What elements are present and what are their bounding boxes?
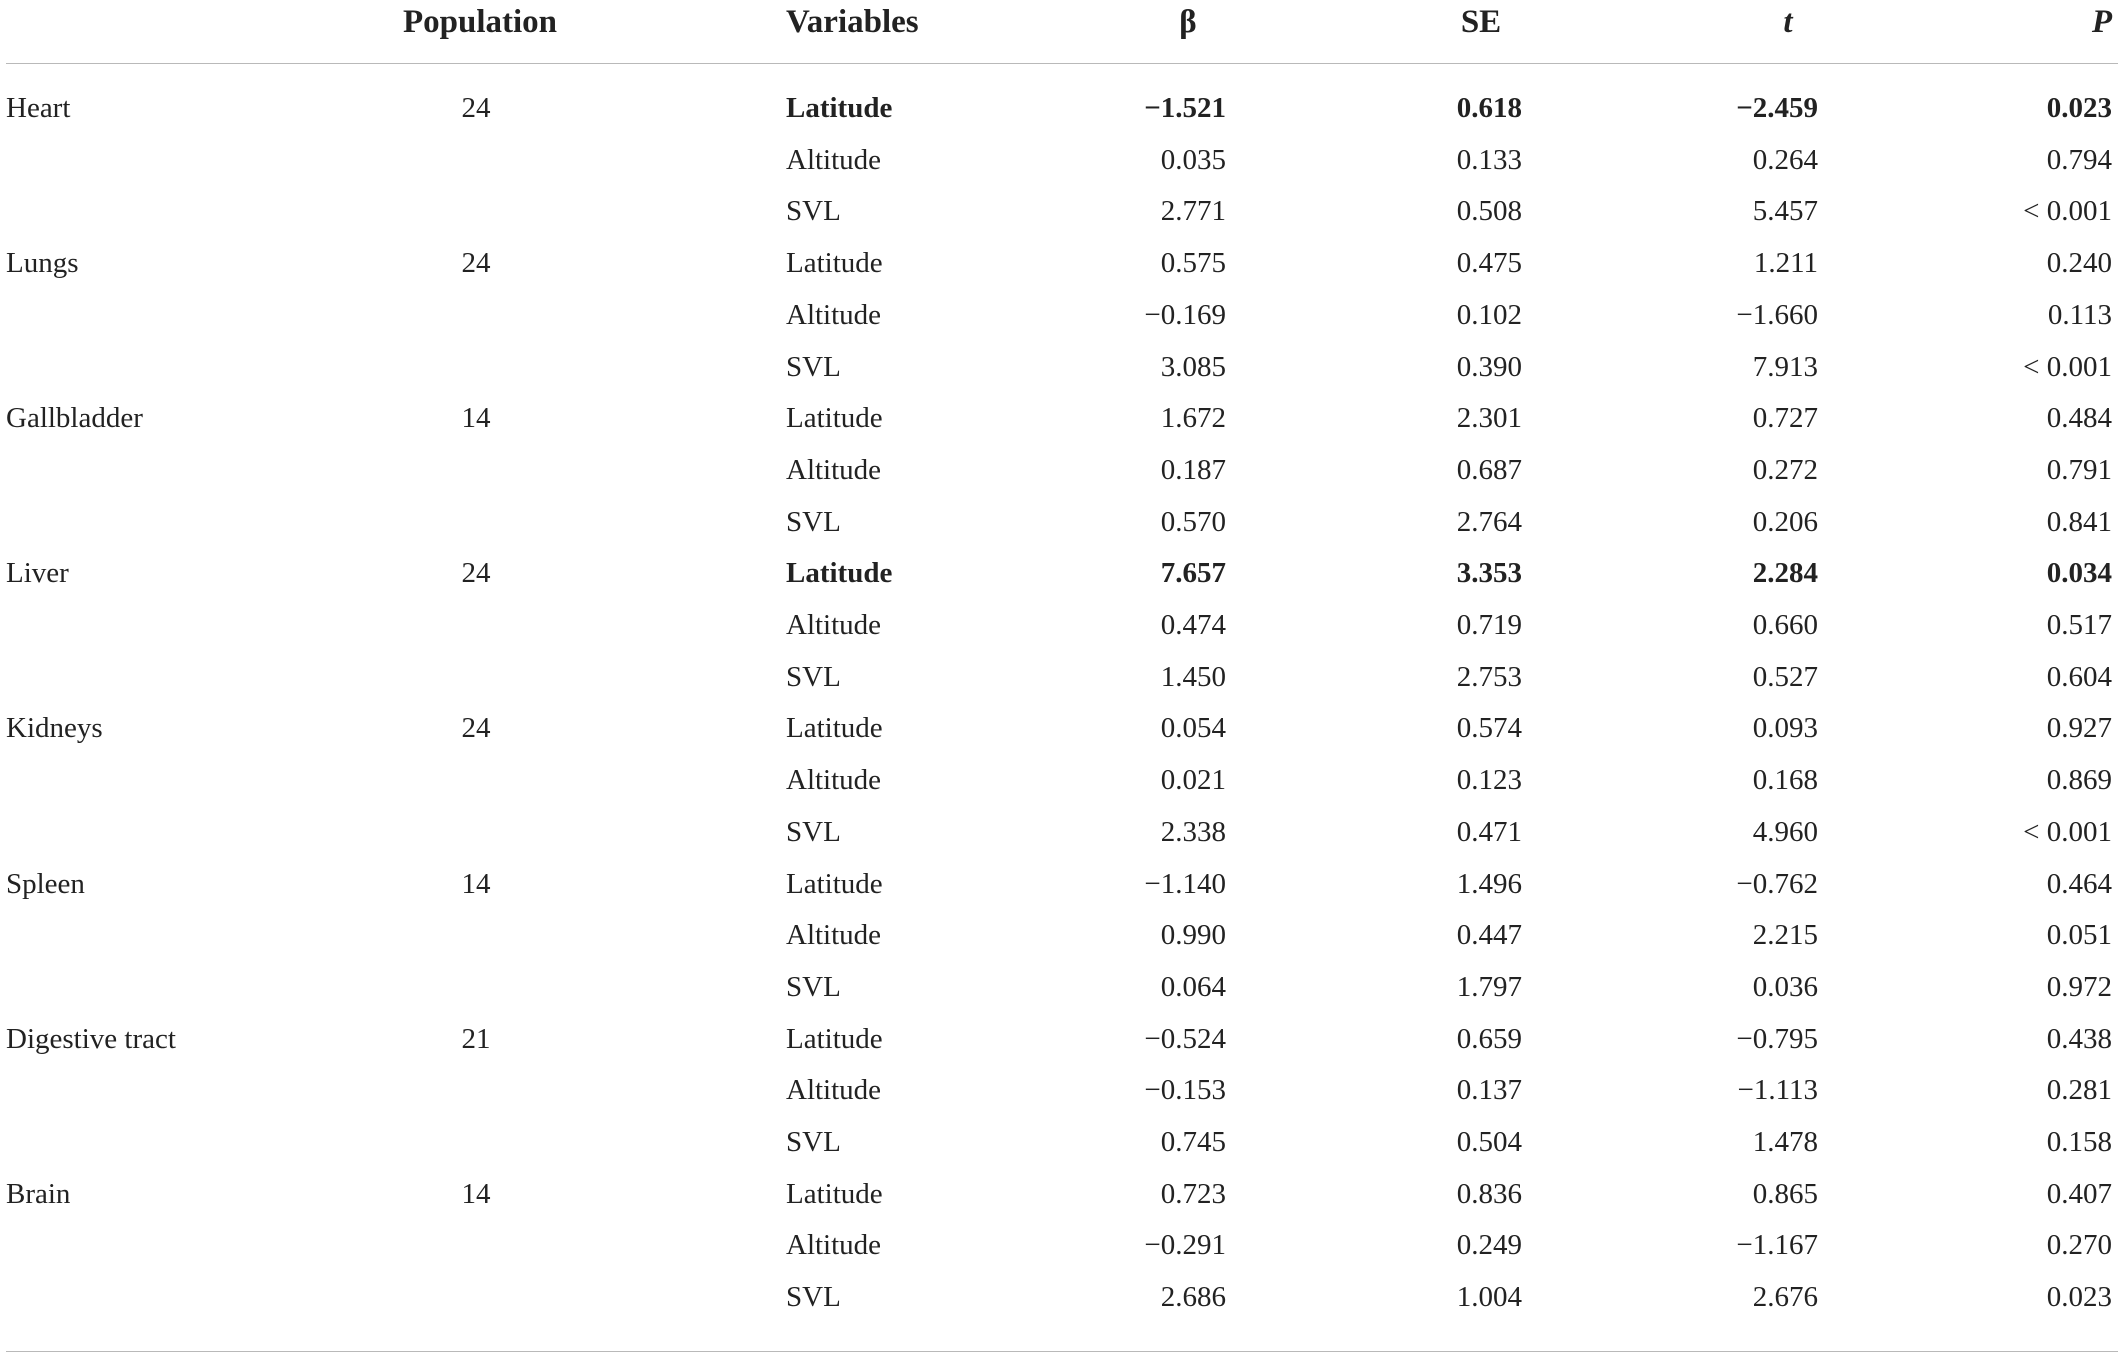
t-cell: 1.478: [1752, 1126, 1818, 1158]
p-cell: 0.023: [2046, 1281, 2112, 1313]
population-cell: 14: [461, 402, 491, 434]
se-cell: 1.797: [1456, 971, 1522, 1003]
organ-cell: Heart: [6, 92, 71, 124]
p-cell: 0.407: [2046, 1178, 2112, 1210]
t-cell: −2.459: [1736, 92, 1818, 124]
table-header: [0, 0, 2118, 44]
t-cell: 0.660: [1752, 609, 1818, 641]
t-cell: 7.913: [1752, 351, 1818, 383]
population-cell: 24: [461, 92, 491, 124]
beta-cell: 2.771: [1160, 195, 1226, 227]
variable-cell: Altitude: [786, 454, 882, 486]
header-beta: β: [1179, 4, 1197, 40]
header-p: P: [2091, 4, 2112, 40]
t-cell: 0.264: [1752, 144, 1818, 176]
table-row: [0, 347, 2118, 387]
variable-cell: Latitude: [786, 712, 883, 744]
p-cell: 0.464: [2046, 868, 2112, 900]
table-row: [0, 88, 2118, 128]
t-cell: −0.762: [1736, 868, 1818, 900]
table-row: [0, 967, 2118, 1007]
se-cell: 0.504: [1456, 1126, 1522, 1158]
se-cell: 0.447: [1456, 919, 1522, 951]
se-cell: 0.475: [1456, 247, 1522, 279]
table-row: [0, 1225, 2118, 1265]
beta-cell: −1.521: [1144, 92, 1226, 124]
p-cell: 0.023: [2046, 92, 2112, 124]
table-row: [0, 502, 2118, 542]
t-cell: 0.272: [1752, 454, 1818, 486]
se-cell: 0.249: [1456, 1229, 1522, 1261]
beta-cell: 0.723: [1160, 1178, 1226, 1210]
organ-cell: Brain: [6, 1178, 71, 1210]
se-cell: 0.123: [1456, 764, 1522, 796]
table-row: [0, 1070, 2118, 1110]
se-cell: 1.496: [1456, 868, 1522, 900]
variable-cell: Altitude: [786, 609, 882, 641]
t-cell: 0.036: [1752, 971, 1818, 1003]
variable-cell: Latitude: [786, 92, 893, 124]
se-cell: 0.836: [1456, 1178, 1522, 1210]
table-row: [0, 760, 2118, 800]
beta-cell: 0.054: [1160, 712, 1226, 744]
beta-cell: −0.169: [1144, 299, 1226, 331]
variable-cell: Latitude: [786, 557, 893, 589]
t-cell: 1.211: [1753, 247, 1818, 279]
t-cell: 2.215: [1752, 919, 1818, 951]
beta-cell: 0.035: [1160, 144, 1226, 176]
beta-cell: 0.474: [1160, 609, 1226, 641]
beta-cell: 0.745: [1160, 1126, 1226, 1158]
p-cell: < 0.001: [2023, 816, 2112, 848]
p-cell: 0.484: [2046, 402, 2112, 434]
variable-cell: Latitude: [786, 1178, 883, 1210]
variable-cell: Altitude: [786, 1074, 882, 1106]
top-rule: [6, 63, 2118, 64]
p-cell: 0.794: [2046, 144, 2112, 176]
p-cell: 0.517: [2046, 609, 2112, 641]
beta-cell: 0.187: [1160, 454, 1226, 486]
table-row: [0, 398, 2118, 438]
se-cell: 0.618: [1456, 92, 1522, 124]
bottom-rule: [6, 1351, 2118, 1352]
beta-cell: 0.570: [1160, 506, 1226, 538]
beta-cell: 0.990: [1160, 919, 1226, 951]
table-row: [0, 605, 2118, 645]
se-cell: 0.719: [1456, 609, 1522, 641]
se-cell: 0.137: [1456, 1074, 1522, 1106]
population-cell: 14: [461, 1178, 491, 1210]
variable-cell: SVL: [786, 971, 841, 1003]
t-cell: 5.457: [1752, 195, 1818, 227]
p-cell: 0.281: [2046, 1074, 2112, 1106]
table-row: [0, 812, 2118, 852]
t-cell: 0.865: [1752, 1178, 1818, 1210]
population-cell: 14: [461, 868, 491, 900]
t-cell: 0.727: [1752, 402, 1818, 434]
organ-cell: Kidneys: [6, 712, 103, 744]
p-cell: 0.841: [2046, 506, 2112, 538]
table-row: [0, 295, 2118, 335]
p-cell: 0.972: [2046, 971, 2112, 1003]
table-row: [0, 1277, 2118, 1317]
se-cell: 0.574: [1456, 712, 1522, 744]
variable-cell: Altitude: [786, 299, 882, 331]
se-cell: 3.353: [1456, 557, 1522, 589]
variable-cell: Altitude: [786, 919, 882, 951]
se-cell: 0.687: [1456, 454, 1522, 486]
t-cell: −1.167: [1736, 1229, 1818, 1261]
p-cell: 0.869: [2046, 764, 2112, 796]
beta-cell: 2.338: [1160, 816, 1226, 848]
population-cell: 24: [461, 557, 491, 589]
se-cell: 0.390: [1456, 351, 1522, 383]
variable-cell: Altitude: [786, 764, 882, 796]
beta-cell: 1.450: [1160, 661, 1226, 693]
table-row: [0, 191, 2118, 231]
se-cell: 0.471: [1456, 816, 1522, 848]
beta-cell: 0.575: [1160, 247, 1226, 279]
p-cell: < 0.001: [2023, 195, 2112, 227]
variable-cell: Latitude: [786, 1023, 883, 1055]
t-cell: −0.795: [1736, 1023, 1818, 1055]
table-row: [0, 864, 2118, 904]
t-cell: 0.168: [1752, 764, 1818, 796]
p-cell: 0.927: [2046, 712, 2112, 744]
table-row: [0, 708, 2118, 748]
variable-cell: Latitude: [786, 247, 883, 279]
p-cell: 0.791: [2046, 454, 2112, 486]
se-cell: 0.659: [1456, 1023, 1522, 1055]
variable-cell: Latitude: [786, 402, 883, 434]
variable-cell: SVL: [786, 195, 841, 227]
se-cell: 2.753: [1456, 661, 1522, 693]
organ-cell: Spleen: [6, 868, 85, 900]
beta-cell: 1.672: [1160, 402, 1226, 434]
header-variables: Variables: [786, 4, 919, 40]
p-cell: 0.034: [2046, 557, 2112, 589]
table-row: [0, 657, 2118, 697]
table-row: [0, 915, 2118, 955]
t-cell: −1.113: [1737, 1074, 1818, 1106]
organ-cell: Gallbladder: [6, 402, 143, 434]
beta-cell: 3.085: [1160, 351, 1226, 383]
variable-cell: Latitude: [786, 868, 883, 900]
variable-cell: SVL: [786, 1126, 841, 1158]
beta-cell: 0.021: [1160, 764, 1226, 796]
table-row: [0, 450, 2118, 490]
t-cell: 0.206: [1752, 506, 1818, 538]
t-cell: 2.676: [1752, 1281, 1818, 1313]
p-cell: 0.113: [2047, 299, 2112, 331]
organ-cell: Digestive tract: [6, 1023, 176, 1055]
se-cell: 0.133: [1456, 144, 1522, 176]
variable-cell: Altitude: [786, 144, 882, 176]
beta-cell: 0.064: [1160, 971, 1226, 1003]
variable-cell: SVL: [786, 816, 841, 848]
population-cell: 24: [461, 247, 491, 279]
beta-cell: −1.140: [1144, 868, 1226, 900]
beta-cell: −0.291: [1144, 1229, 1226, 1261]
se-cell: 2.764: [1456, 506, 1522, 538]
population-cell: 24: [461, 712, 491, 744]
population-cell: 21: [461, 1023, 491, 1055]
t-cell: 0.527: [1752, 661, 1818, 693]
se-cell: 2.301: [1456, 402, 1522, 434]
t-cell: −1.660: [1736, 299, 1818, 331]
table-row: [0, 243, 2118, 283]
t-cell: 4.960: [1752, 816, 1818, 848]
variable-cell: SVL: [786, 661, 841, 693]
organ-cell: Lungs: [6, 247, 79, 279]
variable-cell: Altitude: [786, 1229, 882, 1261]
beta-cell: −0.524: [1144, 1023, 1226, 1055]
table-row: [0, 1122, 2118, 1162]
beta-cell: −0.153: [1144, 1074, 1226, 1106]
p-cell: 0.438: [2046, 1023, 2112, 1055]
variable-cell: SVL: [786, 351, 841, 383]
p-cell: < 0.001: [2023, 351, 2112, 383]
se-cell: 1.004: [1456, 1281, 1522, 1313]
header-population: Population: [402, 4, 558, 40]
t-cell: 2.284: [1752, 557, 1818, 589]
table-row: [0, 1174, 2118, 1214]
p-cell: 0.240: [2046, 247, 2112, 279]
organ-cell: Liver: [6, 557, 69, 589]
p-cell: 0.604: [2046, 661, 2112, 693]
t-cell: 0.093: [1752, 712, 1818, 744]
se-cell: 0.102: [1456, 299, 1522, 331]
table-row: [0, 140, 2118, 180]
header-t: t: [1783, 4, 1793, 40]
se-cell: 0.508: [1456, 195, 1522, 227]
table-row: [0, 1019, 2118, 1059]
p-cell: 0.270: [2046, 1229, 2112, 1261]
variable-cell: SVL: [786, 1281, 841, 1313]
header-se: SE: [1460, 4, 1502, 40]
beta-cell: 7.657: [1160, 557, 1226, 589]
table-row: [0, 553, 2118, 593]
p-cell: 0.158: [2046, 1126, 2112, 1158]
variable-cell: SVL: [786, 506, 841, 538]
beta-cell: 2.686: [1160, 1281, 1226, 1313]
p-cell: 0.051: [2046, 919, 2112, 951]
